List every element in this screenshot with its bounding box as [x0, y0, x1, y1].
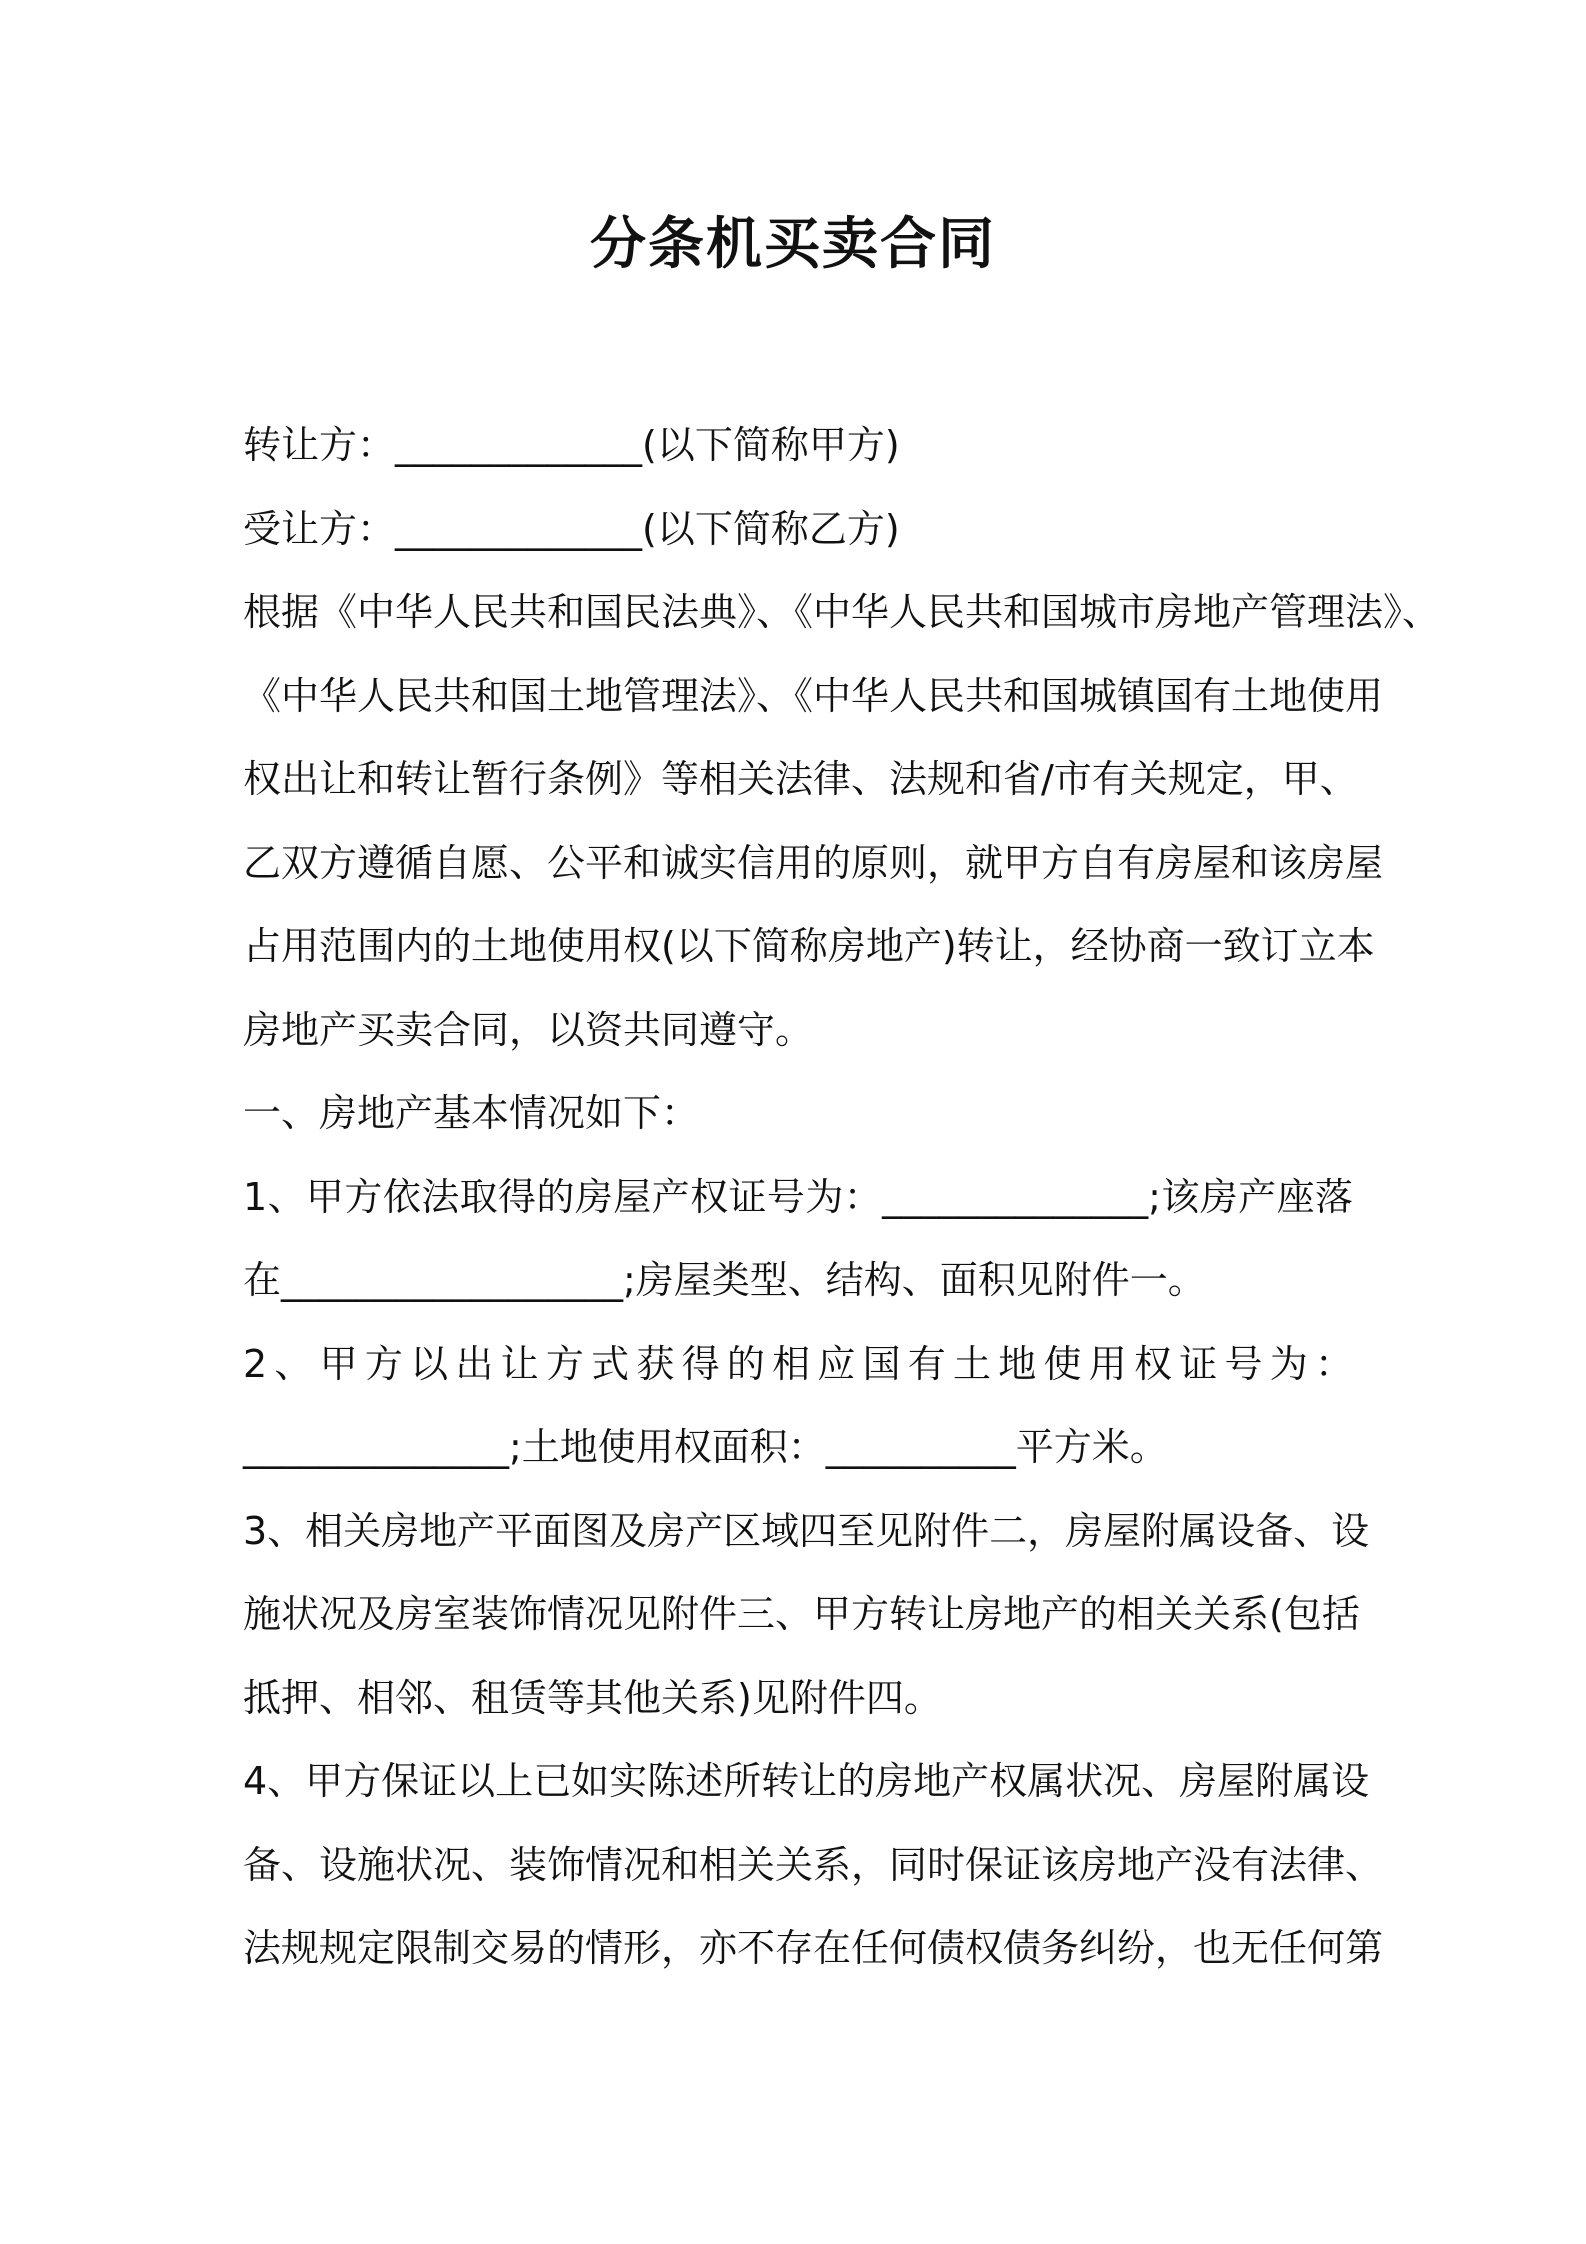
clause-4-line-3: 法规规定限制交易的情形，亦不存在任何债权债务纠纷，也无任何第 [243, 1926, 1384, 1970]
transferor-line: 转让方：_____________(以下简称甲方) [243, 423, 900, 467]
preamble-line-6: 房地产买卖合同，以资共同遵守。 [243, 1007, 814, 1052]
clause-4-line-1: 4、甲方保证以上已如实陈述所转让的房地产权属状况、房屋附属设 [243, 1759, 1370, 1803]
clause-2-line-2: ______________;土地使用权面积：__________平方米。 [243, 1425, 1168, 1469]
clause-1-line-2: 在__________________;房屋类型、结构、面积见附件一。 [243, 1258, 1206, 1302]
document-title: 分条机买卖合同 [590, 212, 996, 277]
clause-1-line-1: 1、甲方依法取得的房屋产权证号为：______________;该房产座落 [243, 1174, 1353, 1219]
preamble-line-4: 乙双方遵循自愿、公平和诚实信用的原则，就甲方自有房屋和该房屋 [243, 840, 1384, 885]
section-heading-1: 一、房地产基本情况如下： [243, 1091, 700, 1135]
clause-2-line-1: 2、甲方以出让方式获得的相应国有土地使用权证号为： [243, 1341, 1353, 1386]
preamble-line-2: 《中华人民共和国土地管理法》、《中华人民共和国城镇国有土地使用 [243, 673, 1384, 718]
document-body [243, 404, 1441, 1991]
clause-3-line-2: 施状况及房室装饰情况见附件三、甲方转让房地产的相关关系(包括 [243, 1592, 1360, 1636]
clause-3-line-1: 3、相关房地产平面图及房产区域四至见附件二，房屋附属设备、设 [243, 1508, 1370, 1553]
clause-3-line-3: 抵押、相邻、租赁等其他关系)见附件四。 [243, 1675, 942, 1720]
preamble-line-5: 占用范围内的土地使用权(以下简称房地产)转让，经协商一致订立本 [243, 924, 1375, 968]
preamble-line-3: 权出让和转让暂行条例》等相关法律、法规和省/市有关规定，甲、 [243, 757, 1358, 801]
clause-4-line-2: 备、设施状况、装饰情况和相关关系，同时保证该房地产没有法律、 [243, 1842, 1384, 1887]
transferee-line: 受让方：_____________(以下简称乙方) [243, 506, 900, 551]
preamble-line-1: 根据《中华人民共和国民法典》、《中华人民共和国城市房地产管理法》、 [243, 590, 1441, 634]
